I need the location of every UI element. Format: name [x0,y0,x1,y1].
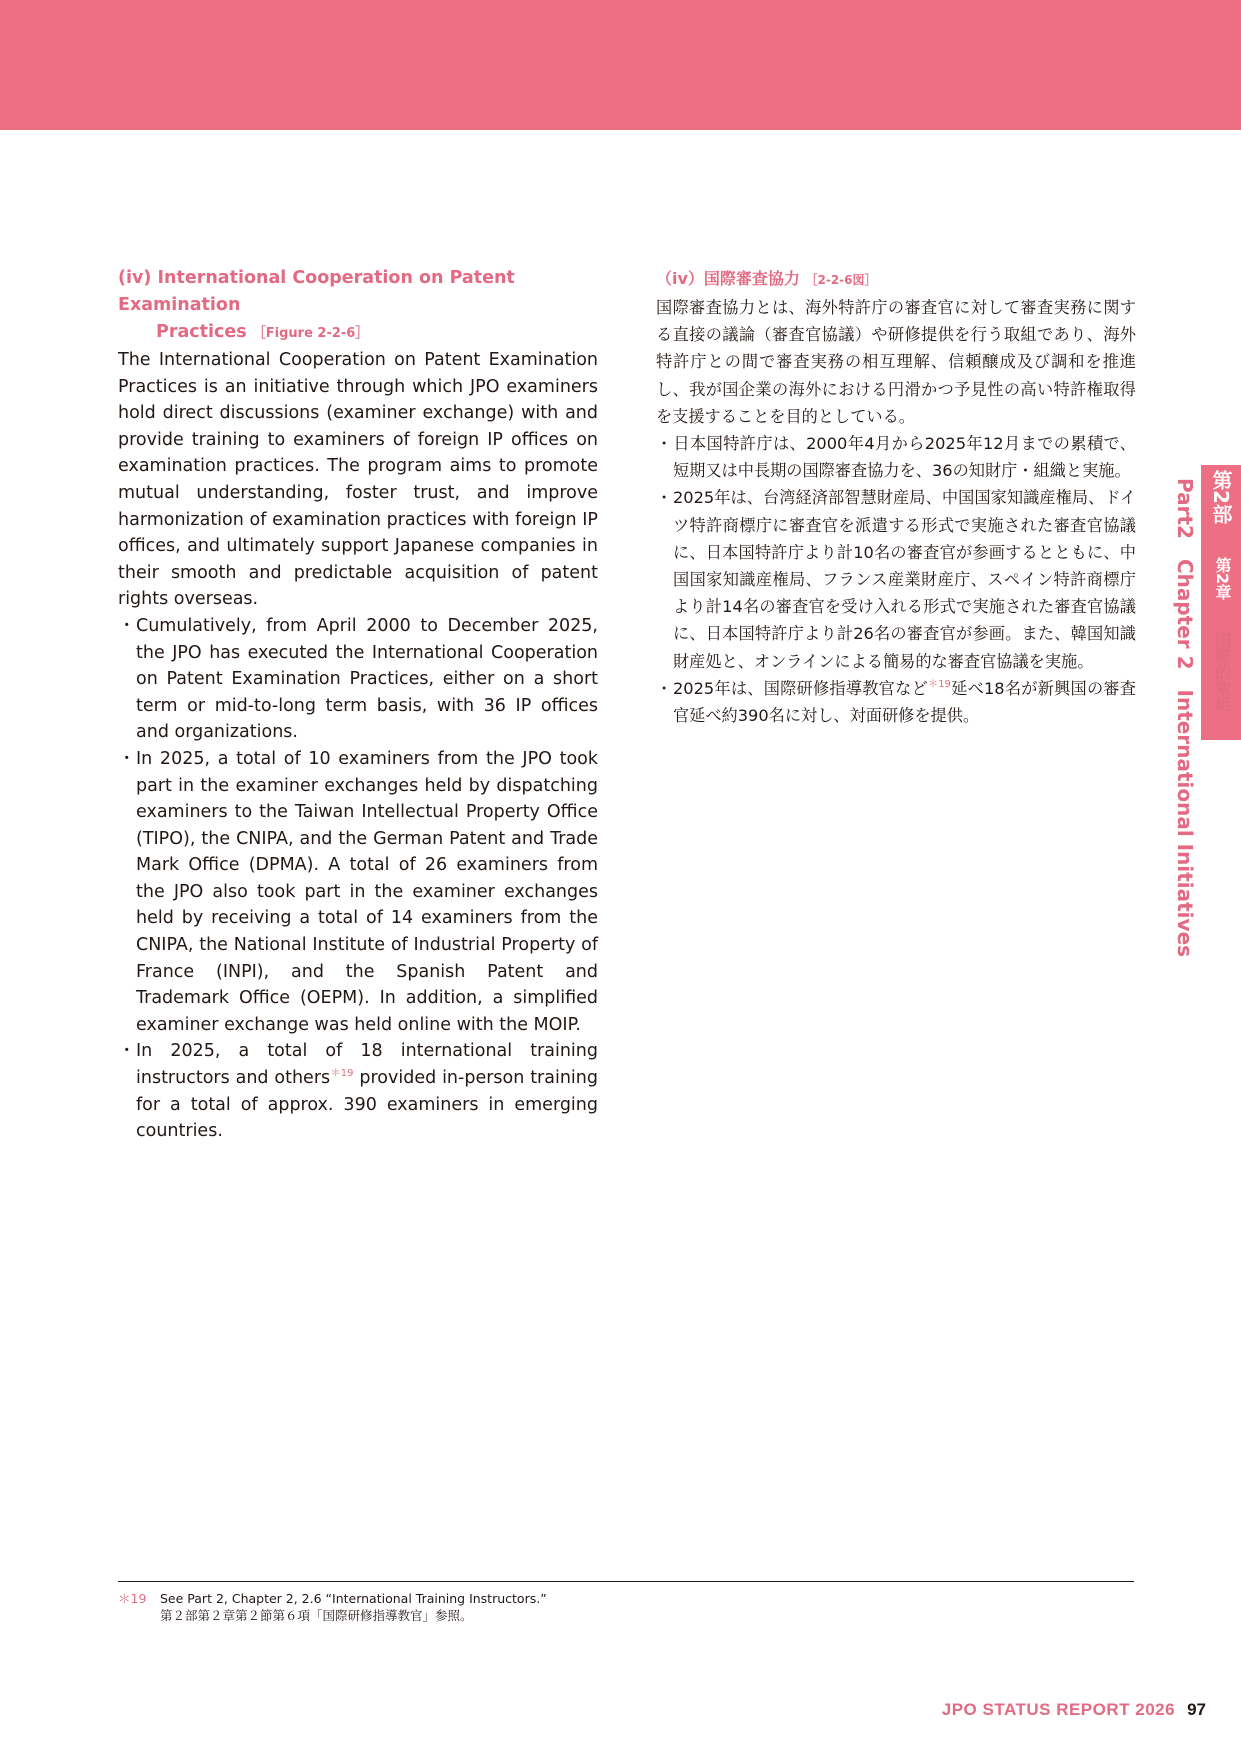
header-color-band [0,0,1241,130]
bullet-item-en [118,1038,598,1144]
bullet-text: provided in-person training for a total of approx. 390 examiners in emerging countries. [136,1068,598,1142]
figure-reference-en: ［Figure 2-2-6］ [252,326,369,341]
bullet-text: 日本国特許庁は、2000年4月から2025年12月までの累積で、短期又は中長期の国際審査協力を、36の知財庁・組織と実施。 [673,434,1136,481]
footnote-text-ja: 第２部第２章第２節第６項「国際研修指導教官」参照。 [160,1608,473,1623]
bullet-mark: ・ [656,678,673,698]
footnote-reference[interactable]: ＊19 [927,678,951,690]
bullet-item-ja [656,430,1136,484]
bullet-text: Cumulatively, from April 2000 to December 2025, the JPO has executed the International Cooperation on Patent Examination Practices, either on a short term or mid-to-long term basis, with 36 IP offices and organizations. [136,615,598,743]
bullet-mark: ・ [656,488,673,508]
bullet-item-ja [656,675,1136,729]
bullet-mark: ・ [118,748,136,769]
bullet-item-en [118,613,598,746]
side-tab-chapter-ja: 第2章 [1213,557,1232,601]
bullet-mark: ・ [118,1041,136,1062]
bullet-item-ja [656,484,1136,674]
japanese-column [656,265,1136,729]
bullet-text: 延べ18名が新興国の審査官延べ約390名に対し、対面研修を提供。 [673,678,1136,726]
bullet-item-en [118,746,598,1039]
intro-paragraph-en: The International Cooperation on Patent Examination Practices is an initiative through which JPO examiners hold direct discussions (examiner exchange) with and provide training to examiners of foreign IP offices on examination practices. The program aims to promote mutual understanding, foster trust, and improve harmonization of examination practices with foreign IP offices, and ultimately support Japanese companies in their smooth and predictable acquisition of patent rights overseas. [118,350,598,610]
intro-paragraph-ja: 国際審査協力とは、海外特許庁の審査官に対して審査実務に関する直接の議論（審査官協議）や研修提供を行う取組であり、海外特許庁との間で審査実務の相互理解、信頼醸成及び調和を推進し、我が国企業の海外における円滑かつ予見性の高い特許権取得を支援することを目的としている。 [656,298,1136,426]
side-tab-title-ja: 国際的取組 [1213,632,1232,712]
footnote-mark: ＊19 [118,1591,147,1606]
section-heading-ja [656,265,1136,294]
heading-line1-en: (iv) International Cooperation on Patent Examination [118,268,515,315]
bullet-text: In 2025, a total of 18 international training instructors and others [136,1041,598,1089]
side-tab-part-ja: 第2部 [1209,470,1233,524]
figure-reference-ja: ［2-2-6図］ [805,273,877,287]
section-heading-en [118,265,598,347]
bullet-mark: ・ [656,434,673,454]
heading-line2-en: Practices [156,322,247,342]
bullet-mark: ・ [118,615,136,636]
bullet-text: In 2025, a total of 10 examiners from the JPO took part in the examiner exchanges held by dispatching examiners to the Taiwan Intellectual Property Office (TIPO), the CNIPA, and the German Patent and Trade Mark Office (DPMA). A total of 26 examiners from the JPO also took part in the examiner exchanges held by receiving a total of 14 examiners from the CNIPA, the National Institute of Industrial Property of France (INPI), and the Spanish Patent and Trademark Office (OEPM). In addition, a simplified examiner exchange was held online with the MOIP. [136,748,598,1035]
side-tab-part-en: Part2 Chapter 2 International Initiatives [1173,478,1197,958]
heading-ja: （iv）国際審査協力 [656,269,800,288]
footnote-reference[interactable]: ＊19 [330,1068,354,1080]
bullet-text: 2025年は、台湾経済部智慧財産局、中国国家知識産権局、ドイツ特許商標庁に審査官を派遣する形式で実施された審査官協議に、日本国特許庁より計10名の審査官が参画するとともに、中国国家知識産権局、フランス産業財産庁、スペイン特許商標庁より計14名の審査官を受け入れる形式で実施された審査官協議に、日本国特許庁より計26名の審査官が参画。また、韓国知識財産処と、オンラインによる簡易的な審査官協議を実施。 [673,488,1136,671]
page-number: 97 [1187,1700,1206,1719]
english-column [118,265,598,1145]
page-footer [942,1700,1206,1720]
bullet-text: 2025年は、国際研修指導教官など [673,678,928,698]
report-title: JPO STATUS REPORT 2026 [941,1700,1176,1719]
footnote [118,1590,1018,1624]
footnote-divider [118,1581,1134,1582]
footnote-text-en: See Part 2, Chapter 2, 2.6 “International Training Instructors.” [160,1591,547,1606]
